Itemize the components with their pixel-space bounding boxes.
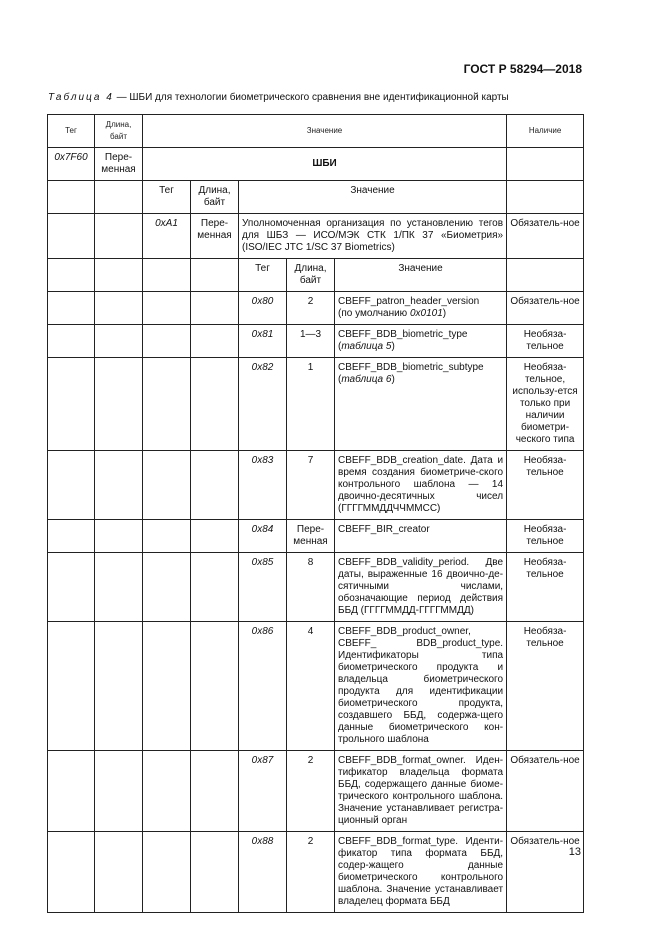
row-length: 8 (287, 553, 335, 622)
row-value: CBEFF_BDB_creation_date. Дата и время создания биометриче-ского контрольного шаблона — 14 двоично-десятичных чисел (ГГГГММДДЧЧММСС) (335, 451, 507, 520)
outer-row (48, 148, 584, 181)
level2-row (48, 214, 584, 259)
row-tag: 0x83 (239, 451, 287, 520)
row-value: CBEFF_BDB_validity_period. Две даты, выраженные 16 двоично-де-сятичными числами, обозначающие период действия ББД (ГГГГММДД-ГГГГММДД) (335, 553, 507, 622)
standard-code: ГОСТ Р 58294—2018 (463, 62, 582, 76)
level2-presence: Обязатель-ное (507, 214, 584, 259)
table-row (48, 520, 584, 553)
table-row (48, 553, 584, 622)
row-presence: Обязатель-ное (507, 751, 584, 832)
data-table (47, 114, 584, 913)
row-length: 2 (287, 751, 335, 832)
row-value: CBEFF_BDB_biometric_subtype (таблица 6) (335, 358, 507, 451)
row-tag: 0x80 (239, 292, 287, 325)
row-tag: 0x85 (239, 553, 287, 622)
outer-value: ШБИ (143, 148, 507, 181)
row-tag: 0x84 (239, 520, 287, 553)
table-row (48, 832, 584, 913)
table-row (48, 451, 584, 520)
level2-header-length: Длина, байт (191, 181, 239, 214)
row-tag: 0x86 (239, 622, 287, 751)
level2-header-row (48, 181, 584, 214)
table-row (48, 358, 584, 451)
header-value: Значение (143, 115, 507, 148)
level3-header-tag: Тег (239, 259, 287, 292)
table-title: ШБИ для технологии биометрического сравнения вне идентификационной карты (129, 92, 509, 103)
header-length: Длина, байт (95, 115, 143, 148)
row-value: CBEFF_BDB_product_owner, CBEFF_ BDB_product_type. Идентификаторы типа биометрического продукта и владельца биометрического продукта для идентификации биометрического продукта, создавшего ББД, содержа-щего данные биометрического кон-трольного шаблона (335, 622, 507, 751)
row-value: CBEFF_BDB_biometric_type (таблица 5) (335, 325, 507, 358)
table-caption (48, 92, 509, 103)
row-value: CBEFF_BDB_format_owner. Иден-тификатор владельца формата ББД, содержащего данные биоме-трического контрольного шаблона. Значение устанавливает регистра-ционный орган (335, 751, 507, 832)
level2-length: Пере-менная (191, 214, 239, 259)
row-tag: 0x81 (239, 325, 287, 358)
row-length: 4 (287, 622, 335, 751)
row-length: 1—3 (287, 325, 335, 358)
row-length: 2 (287, 832, 335, 913)
outer-length: Пере-менная (95, 148, 143, 181)
caption-dash: — (116, 92, 127, 103)
outer-tag: 0x7F60 (48, 148, 95, 181)
page-number: 13 (568, 846, 581, 858)
table-number: Таблица 4 (48, 92, 114, 103)
header-tag: Тег (48, 115, 95, 148)
table-row (48, 751, 584, 832)
row-length: 7 (287, 451, 335, 520)
row-presence: Необяза-тельное (507, 553, 584, 622)
header-presence: Наличие (507, 115, 584, 148)
row-presence: Необяза-тельное (507, 622, 584, 751)
row-length: Пере-менная (287, 520, 335, 553)
row-length: 1 (287, 358, 335, 451)
row-presence: Необяза-тельное (507, 451, 584, 520)
level2-header-value: Значение (239, 181, 507, 214)
level3-header-value: Значение (335, 259, 507, 292)
table-row (48, 325, 584, 358)
row-presence: Необяза-тельное (507, 520, 584, 553)
level2-value: Уполномоченная организация по установлению тегов для ШБЗ — ИСО/МЭК СТК 1/ПК 37 «Биометрия» (ISO/IEC JTC 1/SC 37 Biometrics) (239, 214, 507, 259)
table-header-row (48, 115, 584, 148)
level3-header-length: Длина, байт (287, 259, 335, 292)
row-tag: 0x88 (239, 832, 287, 913)
row-presence: Обязатель-ное (507, 832, 584, 913)
row-presence: Обязатель-ное (507, 292, 584, 325)
level3-header-row (48, 259, 584, 292)
level2-tag: 0xA1 (143, 214, 191, 259)
row-tag: 0x87 (239, 751, 287, 832)
level2-header-tag: Тег (143, 181, 191, 214)
row-length: 2 (287, 292, 335, 325)
row-presence: Необяза-тельное (507, 325, 584, 358)
row-value: CBEFF_BDB_format_type. Иденти-фикатор типа формата ББД, содер-жащего данные биометрического контрольного шаблона. Значение устанавливает владелец формата ББД (335, 832, 507, 913)
table-row (48, 292, 584, 325)
row-value: CBEFF_patron_header_version (по умолчанию 0x0101) (335, 292, 507, 325)
table-row (48, 622, 584, 751)
row-tag: 0x82 (239, 358, 287, 451)
row-value: CBEFF_BIR_creator (335, 520, 507, 553)
row-presence: Необяза-тельное, использу-ется только при наличии биометри-ческого типа (507, 358, 584, 451)
